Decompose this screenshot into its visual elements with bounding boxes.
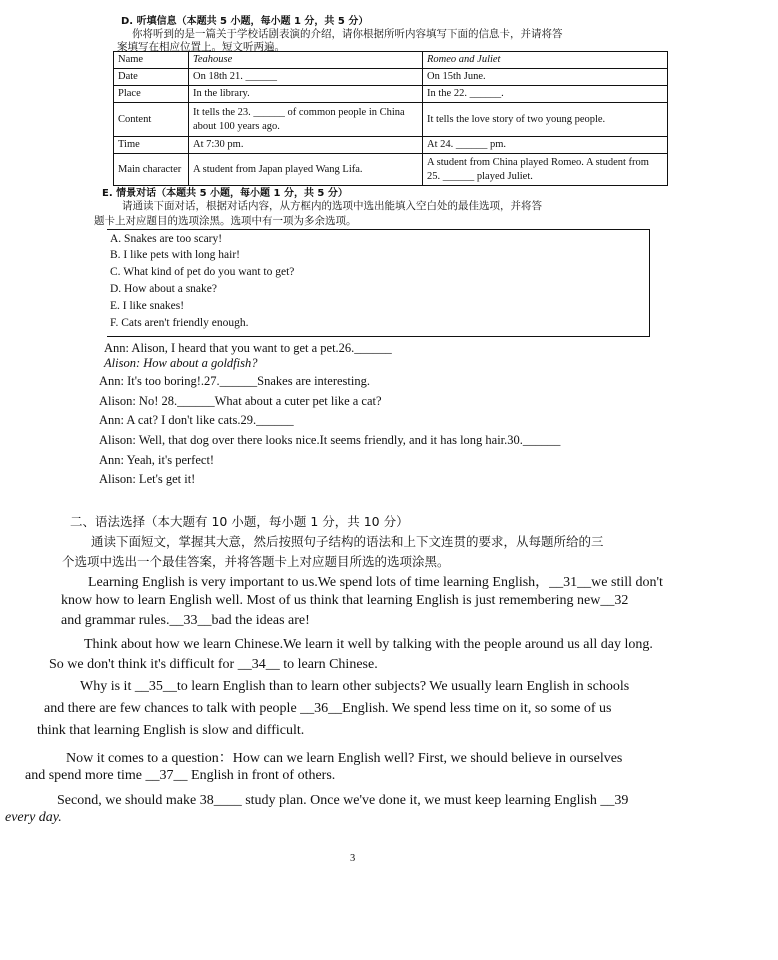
passage-line: and spend more time __37__ English in front of others.	[25, 768, 336, 783]
passage-line: Now it comes to a question：How can we learn English well? First, we should believe in ourselves	[66, 751, 623, 766]
dialogue-line: Alison: Well, that dog over there looks nice.It seems friendly, and it has long hair.30.______	[99, 433, 561, 447]
passage-line: Learning English is very important to us.We spend lots of time learning English，__31__we still don't	[88, 575, 663, 590]
table-cell: On 18th 21. ______	[189, 69, 423, 86]
passage-line: think that learning English is slow and difficult.	[37, 723, 305, 738]
table-cell: Romeo and Juliet	[423, 52, 668, 69]
dialogue-line: Ann: It's too boring!.27.______Snakes are interesting.	[99, 374, 370, 388]
table-cell: Content	[114, 103, 189, 137]
table-cell: It tells the love story of two young people.	[423, 103, 668, 137]
section-ii-instruction-cont: 个选项中选出一个最佳答案，并将答题卡上对应题目所选的选项涂黑。	[62, 554, 450, 569]
option-c: C. What kind of pet do you want to get?	[110, 266, 295, 278]
table-cell: In the 22. ______.	[423, 86, 668, 103]
passage-line: and grammar rules.__33__bad the ideas are!	[61, 613, 310, 628]
section-d-instruction-cont: 案填写在相应位置上。短文听两遍。	[117, 41, 285, 53]
page-number: 3	[350, 853, 356, 864]
table-row	[114, 103, 668, 137]
table-cell: In the library.	[189, 86, 423, 103]
table-cell: Place	[114, 86, 189, 103]
passage-line: Why is it __35__to learn English than to learn other subjects? We usually learn English in schools	[80, 679, 630, 694]
table-cell: Main character	[114, 154, 189, 186]
passage-line: every day.	[5, 810, 62, 825]
option-b: B. I like pets with long hair!	[110, 249, 240, 261]
passage-line: Second, we should make 38____ study plan. Once we've done it, we must keep learning English __39	[57, 793, 629, 808]
table-cell: A student from China played Romeo. A student from 25. ______ played Juliet.	[423, 154, 668, 186]
table-cell: It tells the 23. ______ of common people in China about 100 years ago.	[189, 103, 423, 137]
dialogue-line: Alison: No! 28.______What about a cuter pet like a cat?	[99, 394, 382, 408]
table-cell: A student from Japan played Wang Lifa.	[189, 154, 423, 186]
option-d: D. How about a snake?	[110, 283, 217, 295]
dialogue-line: Ann: Yeah, it's perfect!	[99, 453, 215, 467]
table-cell: Name	[114, 52, 189, 69]
dialogue-line: Alison: How about a goldfish?	[104, 356, 258, 370]
passage-line: Think about how we learn Chinese.We learn it well by talking with the people around us all day long.	[84, 637, 653, 652]
option-a: A. Snakes are too scary!	[110, 233, 223, 245]
table-cell: At 24. ______ pm.	[423, 137, 668, 154]
passage-line: and there are few chances to talk with people __36__English. We spend less time on it, so some of us	[44, 701, 612, 716]
table-row	[114, 52, 668, 69]
option-f: F. Cats aren't friendly enough.	[110, 317, 249, 329]
table-row	[114, 69, 668, 86]
section-d-instruction: 你将听到的是一篇关于学校话剧表演的介绍，请你根据所听内容填写下面的信息卡，并请将答	[132, 28, 563, 40]
table-cell: Date	[114, 69, 189, 86]
table-row	[114, 154, 668, 186]
section-e-instruction-cont: 题卡上对应题目的选项涂黑。选项中有一项为多余选项。	[94, 215, 357, 227]
section-e-instruction: 请通读下面对话，根据对话内容，从方框内的选项中选出能填入空白处的最佳选项，并将答	[122, 200, 542, 212]
info-card-table	[113, 51, 668, 186]
table-row	[114, 86, 668, 103]
table-cell: On 15th June.	[423, 69, 668, 86]
dialogue-line: Ann: A cat? I don't like cats.29.______	[99, 413, 294, 427]
table-row	[114, 137, 668, 154]
table-cell: Teahouse	[189, 52, 423, 69]
dialogue-line: Alison: Let's get it!	[99, 472, 196, 486]
passage-line: know how to learn English well. Most of us think that learning English is just remembering new__32	[61, 593, 629, 608]
section-d-heading: D. 听填信息（本题共 5 小题，每小题 1 分，共 5 分）	[121, 16, 369, 27]
table-cell: At 7:30 pm.	[189, 137, 423, 154]
option-e: E. I like snakes!	[110, 300, 185, 312]
section-e-heading: E. 情景对话（本题共 5 小题，每小题 1 分，共 5 分）	[102, 188, 348, 199]
table-cell: Time	[114, 137, 189, 154]
passage-line: So we don't think it's difficult for __34__ to learn Chinese.	[49, 657, 378, 672]
section-ii-instruction: 通读下面短文，掌握其大意，然后按照句子结构的语法和上下文连贯的要求，从每题所给的三	[91, 534, 604, 549]
section-ii-heading: 二、语法选择（本大题有 10 小题，每小题 1 分，共 10 分）	[70, 514, 409, 529]
dialogue-line: Ann: Alison, I heard that you want to get a pet.26.______	[104, 341, 392, 355]
